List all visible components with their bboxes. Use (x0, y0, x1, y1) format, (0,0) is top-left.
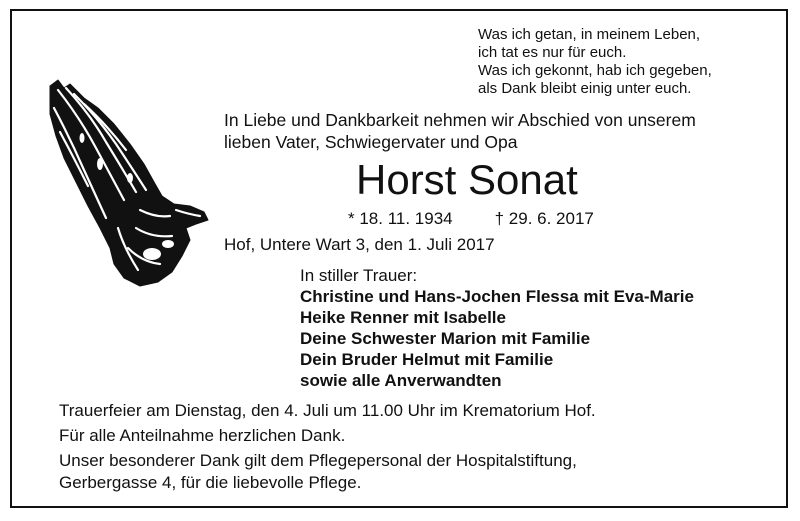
special-thanks-line: Unser besonderer Dank gilt dem Pflegepersonal der Hospitalstiftung, (59, 451, 577, 470)
mourner-line: Heike Renner mit Isabelle (300, 308, 506, 327)
poem (478, 26, 712, 98)
mourner-line: Dein Bruder Helmut mit Familie (300, 350, 554, 369)
praying-hands-icon (40, 78, 212, 290)
birth-date: * 18. 11. 1934 (348, 209, 453, 228)
life-dates (348, 208, 594, 230)
poem-line: Was ich gekonnt, hab ich gegeben, (478, 62, 712, 79)
poem-line: ich tat es nur für euch. (478, 44, 627, 61)
deceased-name: Horst Sonat (356, 156, 578, 203)
thanks-line: Für alle Anteilnahme herzlichen Dank. (59, 426, 346, 445)
poem-line: als Dank bleibt einig unter euch. (478, 80, 692, 97)
funeral-info: Trauerfeier am Dienstag, den 4. Juli um 11.00 Uhr im Krematorium Hof. (59, 401, 596, 420)
intro-line: lieben Vater, Schwiegervater und Opa (224, 132, 518, 152)
poem-line: Was ich getan, in meinem Leben, (478, 26, 701, 43)
footer-text (59, 400, 596, 494)
mourning-label: In stiller Trauer: (300, 266, 418, 285)
mourner-line: Deine Schwester Marion mit Familie (300, 329, 591, 348)
intro-line: In Liebe und Dankbarkeit nehmen wir Abschied von unserem (224, 110, 696, 130)
special-thanks-line: Gerbergasse 4, für die liebevolle Pflege. (59, 473, 362, 492)
place-date: Hof, Untere Wart 3, den 1. Juli 2017 (224, 235, 495, 254)
mourner-line: Christine und Hans-Jochen Flessa mit Eva-Marie (300, 287, 694, 306)
mourner-line: sowie alle Anverwandten (300, 371, 502, 390)
death-date: † 29. 6. 2017 (494, 209, 594, 228)
intro-text (224, 109, 696, 153)
mourners-block (300, 265, 694, 391)
